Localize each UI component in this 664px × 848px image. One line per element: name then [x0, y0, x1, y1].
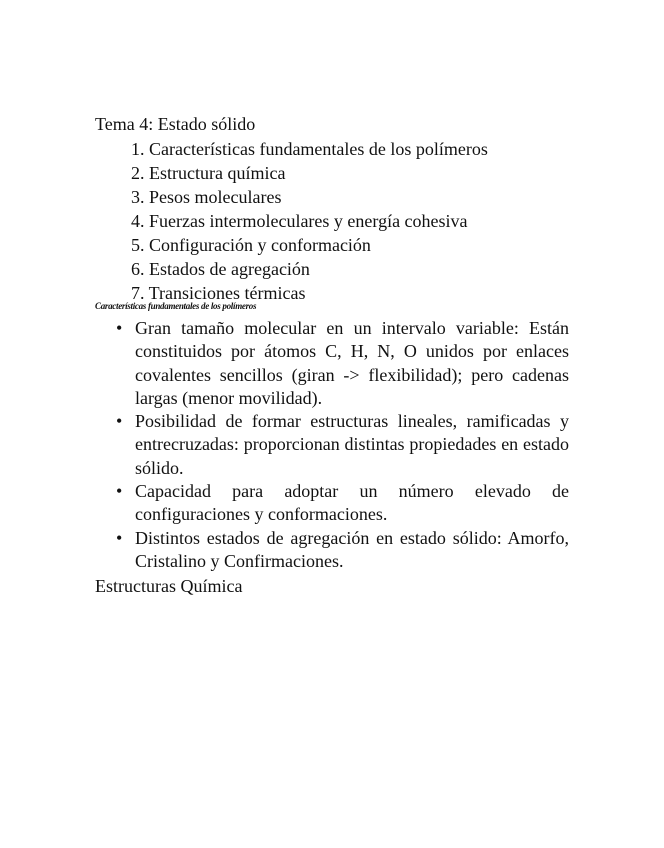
bullet-text: Capacidad para adoptar un número elevado de configuraciones y conformaciones. [135, 481, 569, 525]
bullet-marker: • [116, 411, 123, 432]
bullet-marker: • [116, 481, 123, 502]
toc-item: 7. Transiciones térmicas [131, 283, 306, 303]
toc-item: 1. Características fundamentales de los polímeros [131, 139, 488, 159]
toc-item: 6. Estados de agregación [131, 259, 310, 279]
bullet-text: Gran tamaño molecular en un intervalo variable: Están constituidos por átomos C, H, N, O unidos por enlaces covalentes sencillos (giran -> flexibilidad); pero cadenas largas (menor movilidad). [135, 318, 569, 408]
bullet-text: Posibilidad de formar estructuras lineales, ramificadas y entrecruzadas: proporcionan distintas propiedades en estado sólido. [135, 411, 569, 478]
bullet-marker: • [116, 527, 123, 548]
bullet-item [113, 480, 569, 527]
section-heading: Estructuras Química [95, 576, 243, 596]
bullet-item [113, 317, 569, 410]
toc-item: 3. Pesos moleculares [131, 187, 282, 207]
bullet-marker: • [116, 318, 123, 338]
bullet-item [113, 527, 569, 574]
bullet-list [113, 317, 569, 573]
bullet-text: Distintos estados de agregación en estado sólido: Amorfo, Cristalino y Confirmaciones. [135, 527, 569, 571]
toc-item: 2. Estructura química [131, 163, 286, 183]
bullet-item [113, 410, 569, 480]
table-of-contents [131, 137, 488, 305]
section-subheading: Características fundamentales de los polímeros [95, 301, 257, 311]
toc-item: 5. Configuración y conformación [131, 235, 371, 255]
page-title: Tema 4: Estado sólido [95, 114, 256, 134]
toc-item: 4. Fuerzas intermoleculares y energía cohesiva [131, 211, 468, 231]
